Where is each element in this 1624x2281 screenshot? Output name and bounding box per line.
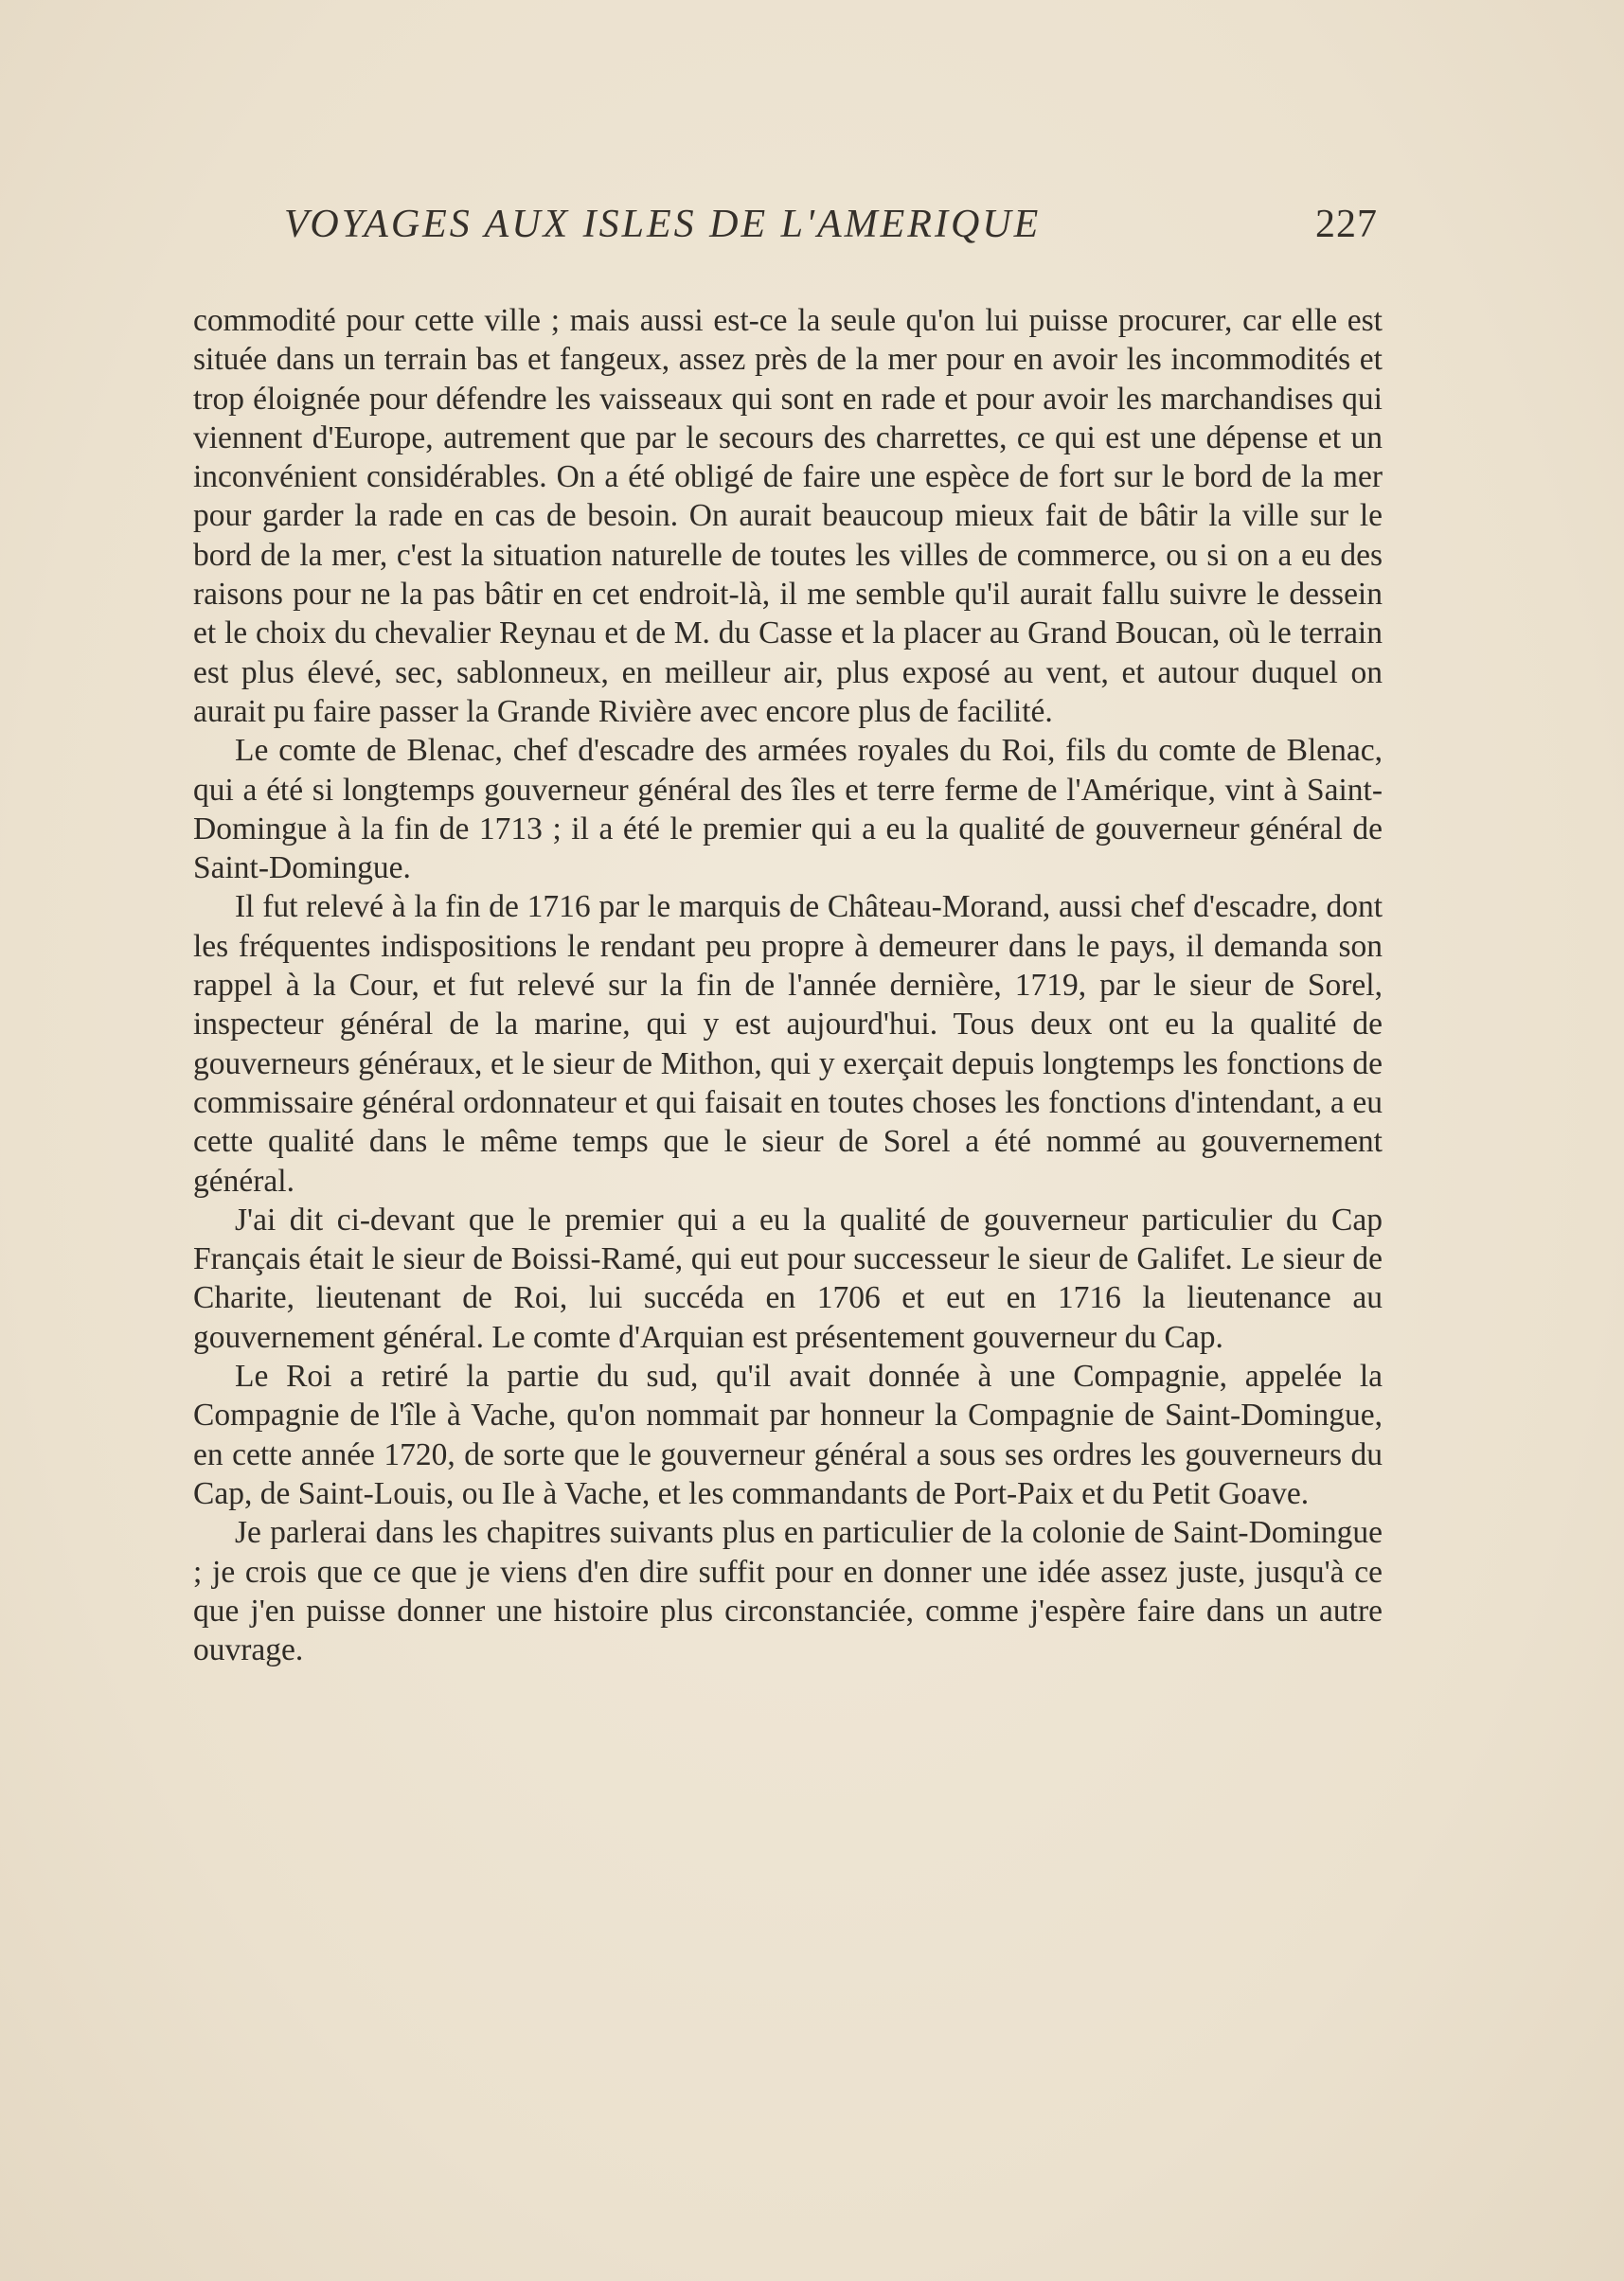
paragraph: Je parlerai dans les chapitres suivants plus en particulier de la colonie de Saint-Domingue ; je crois que ce que je viens d'en dire suffit pour en donner une idée assez juste, jusqu'à ce que j'en puisse donner une histoire plus circonstanciée, comme j'espère faire dans un autre ouvrage. <box>193 1515 1383 1668</box>
paragraph: commodité pour cette ville ; mais aussi est-ce la seule qu'on lui puisse procurer, car elle est située dans un terrain bas et fangeux, assez près de la mer pour en avoir les incommodités et trop éloignée pour défendre les vaisseaux qui sont en rade et pour avoir les marchandises qui viennent d'Europe, autrement que par le secours des charrettes, ce qui est une dépense et un inconvénient considérables. On a été obligé de faire une espèce de fort sur le bord de la mer pour garder la rade en cas de besoin. On aurait beaucoup mieux fait de bâtir la ville sur le bord de la mer, c'est la situation naturelle de toutes les villes de commerce, ou si on a eu des raisons pour ne la pas bâtir en cet endroit-là, il me semble qu'il aurait fallu suivre le dessein et le choix du chevalier Reynau et de M. du Casse et la placer au Grand Boucan, où le terrain est plus élevé, sec, sablonneux, en meilleur air, plus exposé au vent, et autour duquel on aurait pu faire passer la Grande Rivière avec encore plus de facilité. <box>193 303 1383 729</box>
paragraph: J'ai dit ci-devant que le premier qui a eu la qualité de gouverneur particulier du Cap Français était le sieur de Boissi-Ramé, qui eut pour successeur le sieur de Galifet. Le sieur de Charite, lieutenant de Roi, lui succéda en 1706 et eut en 1716 la lieutenance au gouvernement général. Le comte d'Arquian est présentement gouverneur du Cap. <box>193 1202 1383 1355</box>
paragraph: Le comte de Blenac, chef d'escadre des armées royales du Roi, fils du comte de Blenac, qui a été si longtemps gouverneur général des îles et terre ferme de l'Amérique, vint à Saint-Domingue à la fin de 1713 ; il a été le premier qui a eu la qualité de gouverneur général de Saint-Domingue. <box>193 733 1383 886</box>
running-head-title: VOYAGES AUX ISLES DE L'AMERIQUE <box>284 203 1042 246</box>
running-head <box>284 202 1378 258</box>
paragraph: Il fut relevé à la fin de 1716 par le marquis de Château-Morand, aussi chef d'escadre, dont les fréquentes indispositions le rendant peu propre à demeurer dans le pays, il demanda son rappel à la Cour, et fut relevé sur la fin de l'année dernière, 1719, par le sieur de Sorel, inspecteur général de la marine, qui y est aujourd'hui. Tous deux ont eu la qualité de gouverneurs généraux, et le sieur de Mithon, qui y exerçait depuis longtemps les fonctions de commissaire général ordonnateur et qui faisait en toutes choses les fonctions d'intendant, a eu cette qualité dans le même temps que le sieur de Sorel a été nommé au gouvernement général. <box>193 889 1383 1199</box>
page-number: 227 <box>1315 203 1378 246</box>
body-text <box>193 301 1383 1669</box>
paragraph: Le Roi a retiré la partie du sud, qu'il avait donnée à une Compagnie, appelée la Compagnie de l'île à Vache, qu'on nommait par honneur la Compagnie de Saint-Domingue, en cette année 1720, de sorte que le gouverneur général a sous ses ordres les gouverneurs du Cap, de Saint-Louis, ou Ile à Vache, et les commandants de Port-Paix et du Petit Goave. <box>193 1359 1383 1511</box>
